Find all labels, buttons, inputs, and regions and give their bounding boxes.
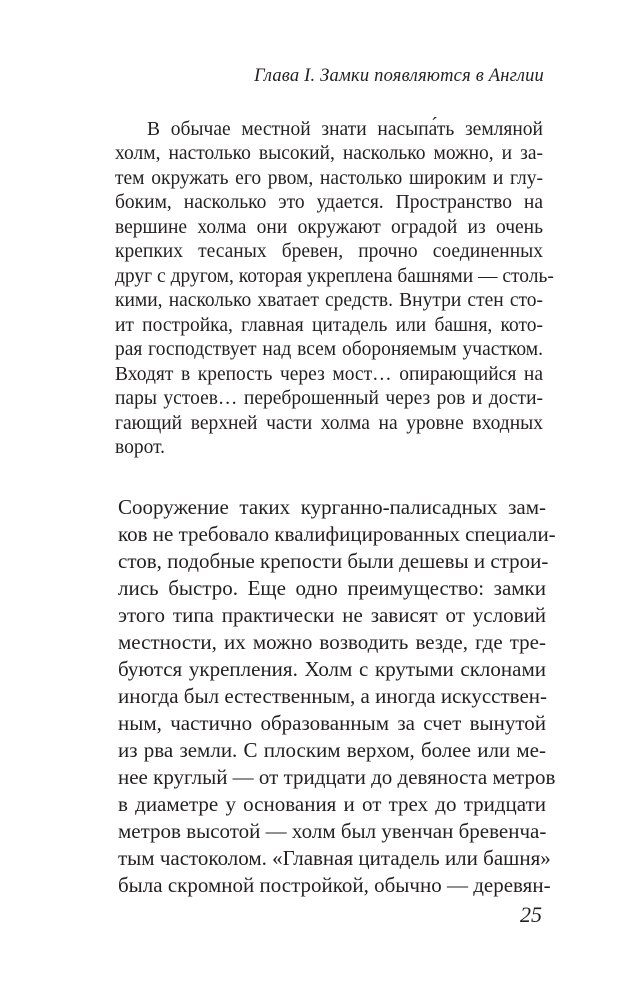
- body-line: буются укрепления. Холм с крутыми склонами: [118, 657, 546, 681]
- quote-line: кими, насколько хватает средств. Внутри стен сто-: [115, 290, 543, 311]
- quote-line: ворот.: [115, 437, 165, 458]
- body-line: была скромной постройкой, обычно — деревян-: [118, 873, 551, 897]
- body-line: иногда был естественным, а иногда искусствен-: [118, 684, 547, 708]
- body-line: стов, подобные крепости были дешевы и строи-: [118, 549, 549, 573]
- quote-line: тем окружать его рвом, настолько широким и глу-: [115, 168, 543, 189]
- quote-line: гающий верхней части холма на уровне входных: [115, 413, 543, 434]
- body-line: из рва земли. С плоским верхом, более или ме-: [118, 738, 546, 762]
- body-line: местности, их можно возводить везде, где тре-: [118, 630, 546, 654]
- body-line: тым частоколом. «Главная цитадель или башня»: [118, 846, 551, 870]
- body-line: этого типа практически не зависят от условий: [118, 603, 546, 627]
- quote-line: рая господствует над всем обороняемым участком.: [115, 339, 543, 360]
- quote-line: Входят в крепость через мост… опирающийся на: [115, 364, 543, 385]
- body-line: Сооружение таких курганно-палисадных зам-: [118, 495, 546, 519]
- quote-line: ит постройка, главная цитадель или башня, кото-: [115, 315, 543, 336]
- running-head: Глава I. Замки появляются в Англии: [254, 66, 544, 86]
- quote-line: холм, настолько высокий, насколько можно, и за-: [115, 143, 543, 164]
- quote-line: пары устоев… переброшенный через ров и дости-: [115, 388, 543, 409]
- body-line: нее круглый — от тридцати до девяноста метров: [118, 765, 556, 789]
- quote-line: В обычае местной знати насыпа́ть земляной: [147, 119, 543, 140]
- quote-line: крепких тесаных бревен, прочно соединенных: [115, 241, 543, 262]
- quote-line: боким, насколько это удается. Пространство на: [115, 192, 543, 213]
- body-line: в диаметре у основания и от трех до тридцати: [118, 792, 546, 816]
- body-line: ным, частично образованным за счет вынутой: [118, 711, 546, 735]
- quote-line: друг с другом, которая укреплена башнями — столь-: [115, 266, 554, 287]
- body-line: ков не требовало квалифицированных специали-: [118, 522, 556, 546]
- body-line: метров высотой — холм был увенчан бревенча-: [118, 819, 547, 843]
- body-line: лись быстро. Еще одно преимущество: замки: [118, 576, 546, 600]
- page-number: 25: [520, 902, 542, 927]
- quote-line: вершине холма они окружают оградой из очень: [115, 217, 543, 238]
